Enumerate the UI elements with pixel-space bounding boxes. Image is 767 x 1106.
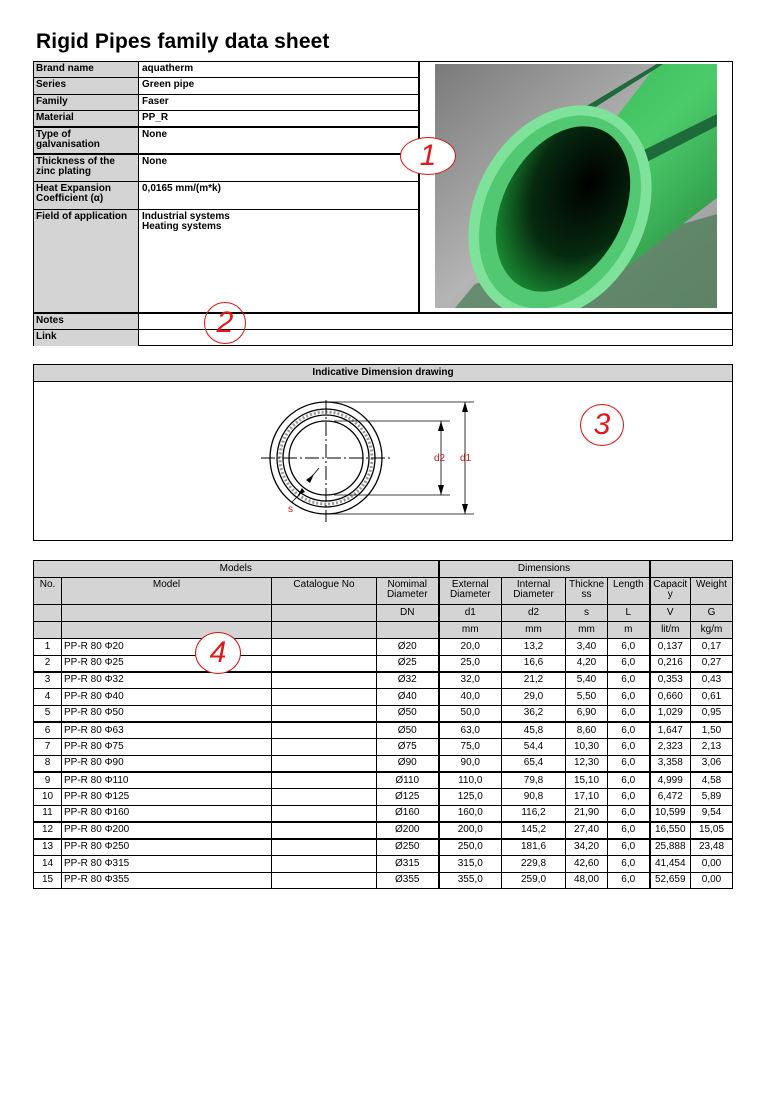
cell-d2: 181,6 (502, 839, 566, 856)
cell-d2: 116,2 (502, 805, 566, 822)
cell-d2: 36,2 (502, 705, 566, 722)
col-header-nominal-diameter: Nomimal Diameter (377, 578, 439, 605)
cell-no: 14 (34, 855, 62, 872)
table-row (34, 722, 733, 739)
table-row (34, 705, 733, 722)
cell-d2: 54,4 (502, 739, 566, 756)
info-value: Faser (142, 96, 169, 107)
pipe-cross-section-drawing (34, 382, 732, 540)
info-label: Thickness of the zinc plating (34, 155, 139, 181)
group-header-row (34, 561, 733, 578)
info-label: Brand name (34, 62, 139, 77)
col-header-catalogue: Catalogue No (272, 578, 377, 605)
cell-s: 21,90 (566, 805, 608, 822)
table-row (34, 805, 733, 822)
cell-catalogue (272, 639, 377, 656)
cell-g: 0,27 (691, 655, 733, 672)
cell-catalogue (272, 655, 377, 672)
cell-v: 2,323 (650, 739, 691, 756)
cell-l: 6,0 (608, 822, 650, 839)
cell-v: 0,137 (650, 639, 691, 656)
cell-dn: Ø355 (377, 872, 439, 889)
info-label: Notes (34, 314, 139, 329)
cell-d1: 90,0 (439, 755, 502, 772)
models-table (33, 560, 733, 889)
table-row (34, 672, 733, 689)
cell-l: 6,0 (608, 855, 650, 872)
info-row-field-of-application (34, 210, 418, 312)
models-group-header: Models (34, 561, 439, 578)
table-row (34, 739, 733, 756)
cell-dn: Ø20 (377, 639, 439, 656)
cell-d2: 21,2 (502, 672, 566, 689)
cell-s: 12,30 (566, 755, 608, 772)
cell-dn: Ø75 (377, 739, 439, 756)
cell-catalogue (272, 789, 377, 806)
cell-catalogue (272, 722, 377, 739)
cell-v: 3,358 (650, 755, 691, 772)
cell-model: PP-R 80 Φ160 (62, 805, 272, 822)
cell-d2: 90,8 (502, 789, 566, 806)
cell-d1: 75,0 (439, 739, 502, 756)
cell-d2: 13,2 (502, 639, 566, 656)
symbol-cell: s (566, 605, 608, 622)
info-value: None (142, 129, 167, 140)
cell-model: PP-R 80 Φ250 (62, 839, 272, 856)
info-value (140, 210, 418, 232)
cell-v: 6,472 (650, 789, 691, 806)
info-row-galvanisation (34, 128, 418, 155)
unit-cell: mm (566, 622, 608, 639)
cell-g: 0,43 (691, 672, 733, 689)
cell-d1: 110,0 (439, 772, 502, 789)
cell-l: 6,0 (608, 789, 650, 806)
col-header-no: No. (34, 578, 62, 605)
cell-l: 6,0 (608, 722, 650, 739)
unit-cell (272, 622, 377, 639)
application-line: Industrial systems (142, 211, 230, 222)
dimension-drawing-panel (33, 364, 733, 541)
cell-no: 15 (34, 872, 62, 889)
cell-no: 8 (34, 755, 62, 772)
unit-cell: mm (502, 622, 566, 639)
info-label: Series (34, 78, 139, 94)
cell-v: 41,454 (650, 855, 691, 872)
cell-v: 0,216 (650, 655, 691, 672)
cell-d1: 200,0 (439, 822, 502, 839)
unit-cell (377, 622, 439, 639)
col-header-weight: Weight (691, 578, 733, 605)
table-row (34, 655, 733, 672)
cell-no: 5 (34, 705, 62, 722)
cell-g: 0,61 (691, 689, 733, 706)
cell-model: PP-R 80 Φ63 (62, 722, 272, 739)
cell-model: PP-R 80 Φ110 (62, 772, 272, 789)
cell-g: 2,13 (691, 739, 733, 756)
cell-s: 8,60 (566, 722, 608, 739)
cell-g: 9,54 (691, 805, 733, 822)
info-row-brand (34, 62, 418, 78)
cell-d1: 355,0 (439, 872, 502, 889)
info-label: Family (34, 95, 139, 110)
cell-l: 6,0 (608, 672, 650, 689)
cell-s: 5,50 (566, 689, 608, 706)
cell-g: 3,06 (691, 755, 733, 772)
cell-model: PP-R 80 Φ200 (62, 822, 272, 839)
cell-d2: 65,4 (502, 755, 566, 772)
cell-model: PP-R 80 Φ125 (62, 789, 272, 806)
cell-catalogue (272, 772, 377, 789)
cell-v: 1,647 (650, 722, 691, 739)
cell-catalogue (272, 839, 377, 856)
cell-d1: 63,0 (439, 722, 502, 739)
thickness-label: s (288, 504, 293, 515)
table-row (34, 872, 733, 889)
cell-catalogue (272, 805, 377, 822)
table-row (34, 855, 733, 872)
info-value: PP_R (142, 112, 169, 123)
cell-l: 6,0 (608, 689, 650, 706)
cell-d2: 145,2 (502, 822, 566, 839)
cell-s: 17,10 (566, 789, 608, 806)
cell-dn: Ø200 (377, 822, 439, 839)
symbol-cell: G (691, 605, 733, 622)
table-row (34, 839, 733, 856)
column-header-row (34, 578, 733, 605)
cell-l: 6,0 (608, 739, 650, 756)
table-row (34, 755, 733, 772)
cell-d1: 125,0 (439, 789, 502, 806)
cell-catalogue (272, 872, 377, 889)
cell-catalogue (272, 739, 377, 756)
cell-v: 0,353 (650, 672, 691, 689)
extra-group-header (650, 561, 733, 578)
cell-l: 6,0 (608, 655, 650, 672)
cell-no: 6 (34, 722, 62, 739)
info-label: Heat Expansion Coefficient (α) (34, 182, 139, 209)
table-row (34, 639, 733, 656)
product-info-table (33, 61, 733, 346)
cell-model: PP-R 80 Φ355 (62, 872, 272, 889)
unit-row (34, 622, 733, 639)
info-row-notes (34, 312, 732, 329)
cell-v: 10,599 (650, 805, 691, 822)
cell-g: 0,00 (691, 872, 733, 889)
symbol-cell: V (650, 605, 691, 622)
outer-diameter-label: d1 (460, 453, 472, 464)
cell-dn: Ø125 (377, 789, 439, 806)
cell-l: 6,0 (608, 639, 650, 656)
cell-g: 0,00 (691, 855, 733, 872)
cell-g: 1,50 (691, 722, 733, 739)
annotation-marker-2 (204, 302, 246, 344)
cell-catalogue (272, 755, 377, 772)
cell-g: 15,05 (691, 822, 733, 839)
cell-dn: Ø32 (377, 672, 439, 689)
cell-v: 0,660 (650, 689, 691, 706)
unit-cell: mm (439, 622, 502, 639)
cell-dn: Ø160 (377, 805, 439, 822)
info-value: Green pipe (142, 79, 195, 90)
inner-diameter-label: d2 (434, 453, 446, 464)
cell-dn: Ø40 (377, 689, 439, 706)
symbol-cell (272, 605, 377, 622)
col-header-thickness: Thickne ss (566, 578, 608, 605)
symbol-cell: DN (377, 605, 439, 622)
cell-l: 6,0 (608, 705, 650, 722)
symbol-cell (62, 605, 272, 622)
cell-l: 6,0 (608, 772, 650, 789)
cell-catalogue (272, 705, 377, 722)
cell-v: 4,999 (650, 772, 691, 789)
cell-s: 6,90 (566, 705, 608, 722)
cell-dn: Ø315 (377, 855, 439, 872)
cell-s: 34,20 (566, 839, 608, 856)
model-rows (34, 636, 733, 889)
cell-no: 12 (34, 822, 62, 839)
cell-no: 4 (34, 689, 62, 706)
cell-l: 6,0 (608, 872, 650, 889)
cell-d1: 32,0 (439, 672, 502, 689)
cell-d1: 315,0 (439, 855, 502, 872)
annotation-marker-4 (195, 632, 241, 674)
unit-cell (34, 622, 62, 639)
cell-dn: Ø110 (377, 772, 439, 789)
cell-dn: Ø50 (377, 705, 439, 722)
col-header-length: Length (608, 578, 650, 605)
cell-s: 10,30 (566, 739, 608, 756)
info-value: None (142, 156, 167, 167)
cell-model: PP-R 80 Φ32 (62, 672, 272, 689)
cell-v: 52,659 (650, 872, 691, 889)
cell-s: 15,10 (566, 772, 608, 789)
dimensions-group-header: Dimensions (439, 561, 650, 578)
cell-catalogue (272, 672, 377, 689)
cell-d1: 20,0 (439, 639, 502, 656)
info-value: 0,0165 mm/(m*k) (142, 183, 221, 194)
col-header-external-diameter: External Diameter (439, 578, 502, 605)
cell-g: 4,58 (691, 772, 733, 789)
info-label: Field of application (34, 210, 139, 312)
cell-dn: Ø250 (377, 839, 439, 856)
cell-s: 48,00 (566, 872, 608, 889)
cell-no: 11 (34, 805, 62, 822)
info-row-link (34, 329, 732, 346)
info-label: Link (34, 330, 139, 346)
symbol-cell: L (608, 605, 650, 622)
green-pipe-photo (435, 64, 717, 308)
cell-no: 3 (34, 672, 62, 689)
symbol-cell: d2 (502, 605, 566, 622)
cell-d1: 50,0 (439, 705, 502, 722)
cell-no: 13 (34, 839, 62, 856)
cell-dn: Ø25 (377, 655, 439, 672)
cell-s: 27,40 (566, 822, 608, 839)
cell-d2: 79,8 (502, 772, 566, 789)
unit-cell (62, 622, 272, 639)
info-row-zinc-plating (34, 155, 418, 182)
symbol-cell: d1 (439, 605, 502, 622)
cell-model: PP-R 80 Φ40 (62, 689, 272, 706)
column-divider (418, 62, 420, 312)
col-header-model: Model (62, 578, 272, 605)
page-title: Rigid Pipes family data sheet (36, 30, 330, 53)
application-line: Heating systems (142, 221, 222, 232)
cell-model: PP-R 80 Φ90 (62, 755, 272, 772)
info-label: Type of galvanisation (34, 128, 139, 153)
annotation-marker-3 (580, 404, 624, 446)
unit-cell: m (608, 622, 650, 639)
symbol-row (34, 605, 733, 622)
cell-d2: 229,8 (502, 855, 566, 872)
cell-no: 9 (34, 772, 62, 789)
cell-d2: 16,6 (502, 655, 566, 672)
cell-catalogue (272, 822, 377, 839)
cell-d1: 25,0 (439, 655, 502, 672)
cell-catalogue (272, 689, 377, 706)
symbol-cell (34, 605, 62, 622)
info-row-material (34, 111, 418, 128)
info-row-series (34, 78, 418, 95)
cell-v: 1,029 (650, 705, 691, 722)
annotation-number: 4 (209, 636, 227, 669)
info-value: aquatherm (142, 63, 194, 74)
cell-no: 2 (34, 655, 62, 672)
table-row (34, 789, 733, 806)
col-header-capacity: Capacit y (650, 578, 691, 605)
cell-model: PP-R 80 Φ20 (62, 639, 272, 656)
info-row-family (34, 95, 418, 111)
cell-model: PP-R 80 Φ50 (62, 705, 272, 722)
cell-l: 6,0 (608, 839, 650, 856)
cell-model: PP-R 80 Φ75 (62, 739, 272, 756)
cell-d1: 40,0 (439, 689, 502, 706)
info-row-heat-expansion (34, 182, 418, 210)
cell-v: 16,550 (650, 822, 691, 839)
table-row (34, 772, 733, 789)
pipe-image (435, 64, 717, 308)
cell-dn: Ø90 (377, 755, 439, 772)
dimension-drawing-header: Indicative Dimension drawing (34, 365, 732, 382)
cell-model: PP-R 80 Φ315 (62, 855, 272, 872)
unit-cell: kg/m (691, 622, 733, 639)
cell-d1: 160,0 (439, 805, 502, 822)
unit-cell: lit/m (650, 622, 691, 639)
cell-s: 5,40 (566, 672, 608, 689)
cell-d2: 259,0 (502, 872, 566, 889)
cell-g: 0,17 (691, 639, 733, 656)
annotation-number: 2 (216, 306, 234, 339)
annotation-number: 1 (419, 139, 437, 172)
cell-g: 0,95 (691, 705, 733, 722)
info-label: Material (34, 111, 139, 126)
cell-g: 23,48 (691, 839, 733, 856)
cell-catalogue (272, 855, 377, 872)
table-row (34, 689, 733, 706)
annotation-marker-1 (400, 137, 456, 175)
cell-s: 4,20 (566, 655, 608, 672)
cell-d2: 29,0 (502, 689, 566, 706)
cell-l: 6,0 (608, 805, 650, 822)
cell-model: PP-R 80 Φ25 (62, 655, 272, 672)
annotation-number: 3 (593, 408, 611, 441)
cell-d2: 45,8 (502, 722, 566, 739)
cell-no: 10 (34, 789, 62, 806)
cell-no: 7 (34, 739, 62, 756)
cell-dn: Ø50 (377, 722, 439, 739)
cell-s: 3,40 (566, 639, 608, 656)
cell-d1: 250,0 (439, 839, 502, 856)
cell-v: 25,888 (650, 839, 691, 856)
cell-s: 42,60 (566, 855, 608, 872)
cell-no: 1 (34, 639, 62, 656)
cell-l: 6,0 (608, 755, 650, 772)
cell-g: 5,89 (691, 789, 733, 806)
table-row (34, 822, 733, 839)
col-header-internal-diameter: Internal Diameter (502, 578, 566, 605)
